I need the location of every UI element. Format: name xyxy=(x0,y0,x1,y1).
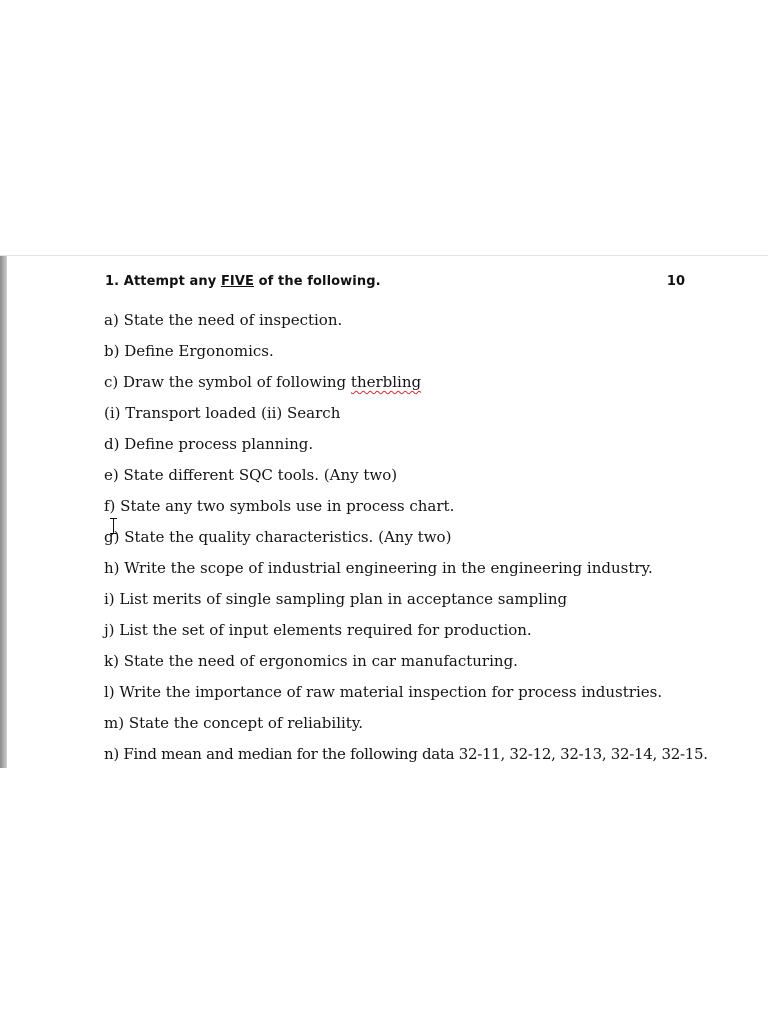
text-cursor-icon xyxy=(113,518,122,534)
question-c xyxy=(104,373,421,391)
question-b: b) Define Ergonomics. xyxy=(104,342,274,360)
question-l: l) Write the importance of raw material inspection for process industries. xyxy=(104,683,663,701)
heading-emphasis: FIVE xyxy=(220,274,254,289)
question-c-text: c) Draw the symbol of following xyxy=(104,373,351,391)
question-heading xyxy=(105,274,381,289)
question-k: k) State the need of ergonomics in car manufacturing. xyxy=(104,652,518,670)
question-a: a) State the need of inspection. xyxy=(104,311,343,329)
question-e: e) State different SQC tools. (Any two) xyxy=(104,466,398,484)
heading-prefix: 1. Attempt any xyxy=(105,274,221,289)
question-m: m) State the concept of reliability. xyxy=(104,714,364,732)
window-left-edge xyxy=(0,256,7,768)
question-i: i) List merits of single sampling plan in acceptance sampling xyxy=(104,590,568,608)
question-d: d) Define process planning. xyxy=(104,435,314,453)
document-panel xyxy=(0,255,768,768)
question-c-subparts: (i) Transport loaded (ii) Search xyxy=(104,404,341,422)
question-j: j) List the set of input elements required for production. xyxy=(104,621,532,639)
question-heading-row xyxy=(105,274,685,298)
question-f: f) State any two symbols use in process chart. xyxy=(104,497,455,515)
question-n: n) Find mean and median for the following data 32-11, 32-12, 32-13, 32-14, 32-15. xyxy=(104,745,708,763)
question-g: g) State the quality characteristics. (Any two) xyxy=(104,528,452,546)
marks-value: 10 xyxy=(666,274,685,289)
question-h: h) Write the scope of industrial engineering in the engineering industry. xyxy=(104,559,653,577)
heading-suffix: of the following. xyxy=(254,274,381,289)
misspelled-word: therbling xyxy=(350,373,422,391)
